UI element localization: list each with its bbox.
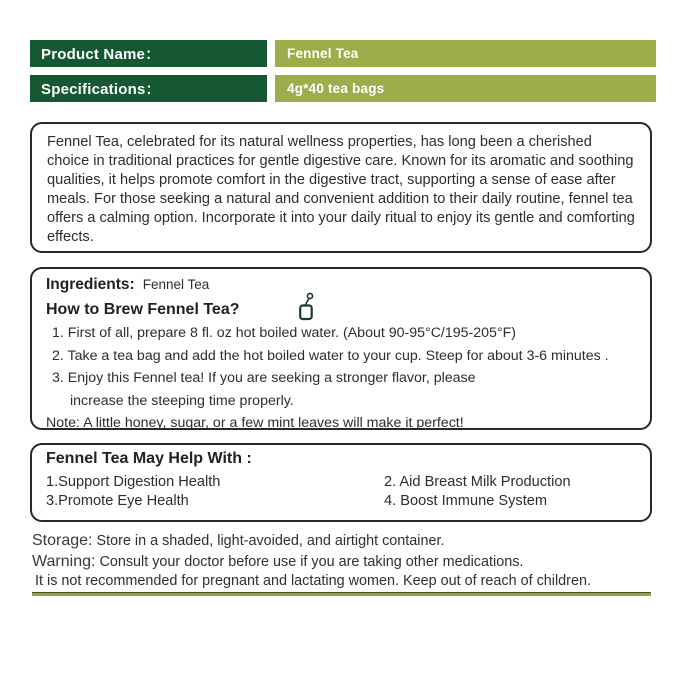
brew-step-3-continuation: increase the steeping time properly. [70, 392, 294, 409]
benefits-title: Fennel Tea May Help With : [46, 450, 252, 467]
description-text: Fennel Tea, celebrated for its natural wellness properties, has long been a cherished choice in traditional practices for gentle digestive care. Known for its aromatic and soothing qualities, it helps promote comfort in the digestive tract, supporting a sense of ease after meals. For those seeking a natural and convenient addition to their daily routine, fennel tea offers a calming option. Incorporate it into your daily ritual to enjoy its gentle and comforting effects. [47, 134, 635, 245]
specifications-label: Specifications： [30, 75, 267, 102]
brew-step-1: 1. First of all, prepare 8 fl. oz hot boiled water. (About 90-95°C/195-205°F) [52, 325, 517, 341]
warning-text-1: Consult your doctor before use if you are taking other medications. [99, 553, 524, 570]
bottom-divider-rule [32, 592, 651, 596]
ingredients-label: Ingredients: [46, 276, 135, 293]
benefits-column-right [384, 473, 636, 511]
brew-box [30, 267, 652, 430]
howto-line [46, 297, 636, 322]
benefit-item-1: 1.Support Digestion Health [46, 474, 221, 490]
benefits-box [30, 443, 652, 522]
specifications-value: 4g*40 tea bags [275, 75, 656, 102]
specifications-row [30, 75, 656, 102]
product-name-row [30, 40, 656, 67]
tea-bag-icon [298, 291, 315, 329]
warning-label: Warning: [32, 552, 96, 570]
storage-label: Storage: [32, 532, 93, 549]
storage-warning-section [32, 531, 657, 592]
benefit-item-3: 3.Promote Eye Health [46, 493, 189, 509]
benefits-column-left [46, 473, 384, 511]
benefit-item-2: 2. Aid Breast Milk Production [384, 474, 571, 490]
howto-title: How to Brew Fennel Tea? [46, 300, 240, 318]
brew-note: Note: A little honey, sugar, or a few mint leaves will make it perfect! [46, 415, 464, 431]
benefit-item-4: 4. Boost Immune System [384, 493, 548, 509]
brew-step-3: 3. Enjoy this Fennel tea! If you are seeking a stronger flavor, please [52, 370, 476, 386]
storage-text: Store in a shaded, light-avoided, and airtight container. [96, 533, 445, 549]
storage-line [32, 531, 657, 552]
product-name-value: Fennel Tea [275, 40, 656, 67]
ingredients-line [46, 276, 636, 297]
brew-step-2: 2. Take a tea bag and add the hot boiled water to your cup. Steep for about 3-6 minutes . [52, 347, 609, 364]
warning-line-2: It is not recommended for pregnant and lactating women. Keep out of reach of children. [35, 573, 591, 589]
description-box [30, 122, 652, 253]
warning-line-1 [32, 552, 657, 573]
ingredients-value: Fennel Tea [142, 277, 210, 292]
product-name-label: Product Name： [30, 40, 267, 67]
benefits-columns [46, 473, 636, 511]
